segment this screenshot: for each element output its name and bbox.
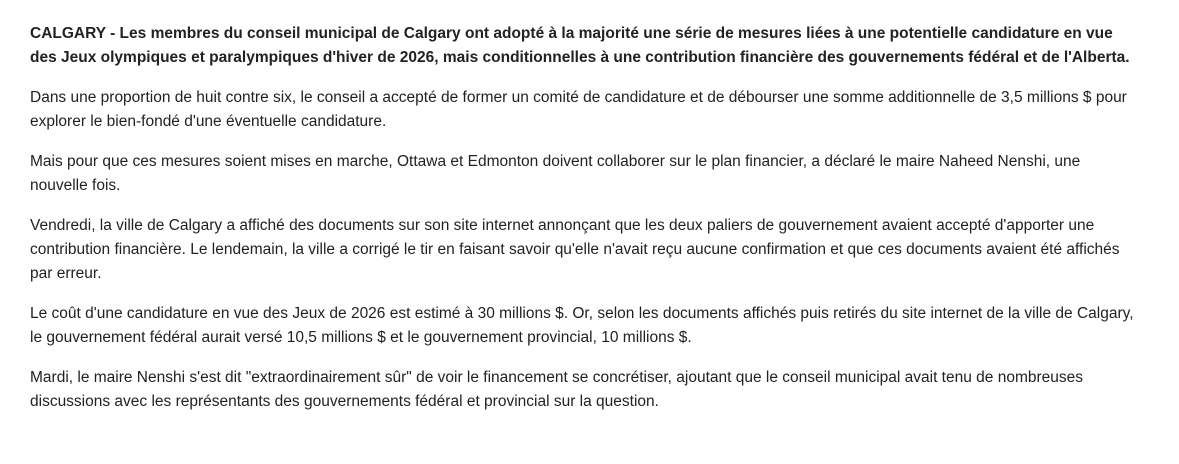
article-paragraph: Mais pour que ces mesures soient mises en marche, Ottawa et Edmonton doivent collaborer sur le plan financier, a déclaré le maire Naheed Nenshi, une nouvelle fois. <box>30 153 1081 194</box>
article-paragraph: Dans une proportion de huit contre six, le conseil a accepté de former un comité de candidature et de débourser une somme additionnelle de 3,5 millions $ pour explorer le bien-fondé d'une éventuelle candidature. <box>30 89 1127 130</box>
article-paragraph: Le coût d'une candidature en vue des Jeux de 2026 est estimé à 30 millions $. Or, selon les documents affichés puis retirés du site internet de la ville de Calgary, le gouvernement fédéral aurait versé 10,5 millions $ et le gouvernement provincial, 10 millions $. <box>30 305 1134 346</box>
article-lead-paragraph: CALGARY - Les membres du conseil municipal de Calgary ont adopté à la majorité une série de mesures liées à une potentielle candidature en vue des Jeux olympiques et paralympiques d'hiver de 2026, mais conditionnelles à une contribution financière des gouvernements fédéral et de l'Alberta. <box>30 25 1130 66</box>
article-paragraph: Mardi, le maire Nenshi s'est dit "extraordinairement sûr" de voir le financement se concrétiser, ajoutant que le conseil municipal avait tenu de nombreuses discussions avec les représentants des gouvernements fédéral et provincial sur la question. <box>30 369 1083 410</box>
article-paragraph: Vendredi, la ville de Calgary a affiché des documents sur son site internet annonçant que les deux paliers de gouvernement avaient accepté d'apporter une contribution financière. Le lendemain, la ville a corrigé le tir en faisant savoir qu'elle n'avait reçu aucune confirmation et que ces documents avaient été affichés par erreur. <box>30 217 1120 282</box>
article-body <box>30 22 1140 430</box>
